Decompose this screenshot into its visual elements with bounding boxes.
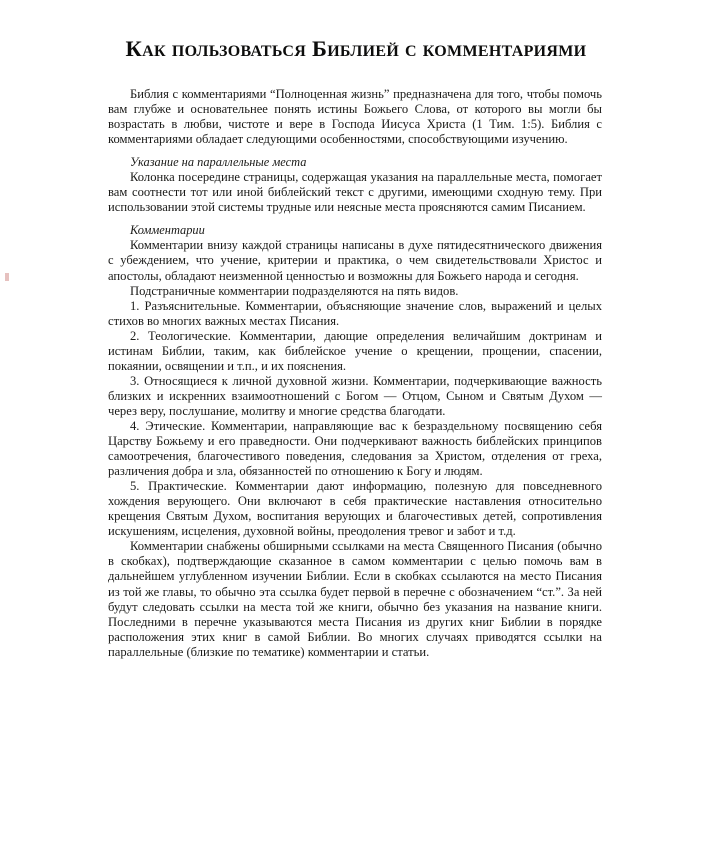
- subheading-commentaries: Комментарии: [130, 223, 205, 238]
- body-content: [108, 87, 602, 660]
- cross-references-paragraph: Колонка посередине страницы, содержащая указания на параллельные места, помогает вам соотнести тот или иной библейский текст с другими, имеющими сходную тему. При использовании этой системы трудные или неясные места проясняются самим Писанием.: [108, 170, 602, 215]
- intro-paragraph: Библия с комментариями “Полноценная жизнь” предназначена для того, чтобы помочь вам глубже и основательнее понять истины Божьего Слова, от которого вы могли бы возрастать в любви, чистоте и вере в Господа Иисуса Христа (1 Тим. 1:5). Библия с комментариями обладает следующими особенностями, способствующими изучению.: [108, 87, 602, 147]
- commentary-type-item: 1. Разъяснительные. Комментарии, объясняющие значение слов, выражений и целых стихов во многих важных местах Писания.: [108, 298, 602, 328]
- commentaries-closing-paragraph: Комментарии снабжены обширными ссылками на места Священного Писания (обычно в скобках), подтверждающие сказанное в самом комментарии с целью помочь вам в дальнейшем углубленном изучении Библии. Если в скобках ссылаются на место Писания из той же главы, то обычно эта ссылка будет первой в перечне с обозначением “ст.”. За ней будут следовать ссылки на места той же книги, обычно без указания на название книги. Последними в перечне указываются места Писания из других книг Библии в порядке расположения этих книг в самой Библии. Во многих случаях приводятся ссылки на параллельные (близкие по тематике) комментарии и статьи.: [108, 539, 602, 659]
- text-column: [108, 36, 602, 660]
- commentaries-paragraph-1: Комментарии внизу каждой страницы написаны в духе пятидесятнического движения с убеждением, что учение, критерии и практика, о чем свидетельствовали Христос и апостолы, обладают неизменной ценностью и возможны для Божьего народа и сегодня.: [108, 238, 602, 283]
- scan-artifact-speck: [5, 273, 9, 281]
- commentary-type-item: 5. Практические. Комментарии дают информацию, полезную для повседневного хождения верующего. Они включают в себя практические наставления относительно крещения Святым Духом, воспитания верующих и благочестивых детей, сопротивления искушениям, исцеления, духовной войны, преодоления тревог и забот и т.д.: [108, 479, 602, 539]
- subheading-cross-references: Указание на параллельные места: [130, 155, 307, 170]
- commentary-type-item: 2. Теологические. Комментарии, дающие определения величайшим доктринам и истинам Библии, таким, как библейское учение о крещении, прощении, спасении, покаянии, освящении и т.п., и их пояснения.: [108, 328, 602, 373]
- page-title: Как пользоваться Библией с комментариями: [125, 36, 587, 61]
- commentary-type-item: 4. Этические. Комментарии, направляющие вас к безраздельному посвящению себя Царству Божьему и его праведности. Они подчеркивают важность библейских принципов самоотречения, благочестивого поведения, следования за Христом, отделения от греха, различения добра и зла, обязанностей по отношению к Богу и людям.: [108, 418, 602, 479]
- commentaries-paragraph-2: Подстраничные комментарии подразделяются на пять видов.: [130, 283, 459, 298]
- commentary-type-item: 3. Относящиеся к личной духовной жизни. Комментарии, подчеркивающие важность близких и искренних взаимоотношений с Богом — Отцом, Сыном и Святым Духом — через веру, послушание, молитву и многие средства благодати.: [108, 373, 602, 418]
